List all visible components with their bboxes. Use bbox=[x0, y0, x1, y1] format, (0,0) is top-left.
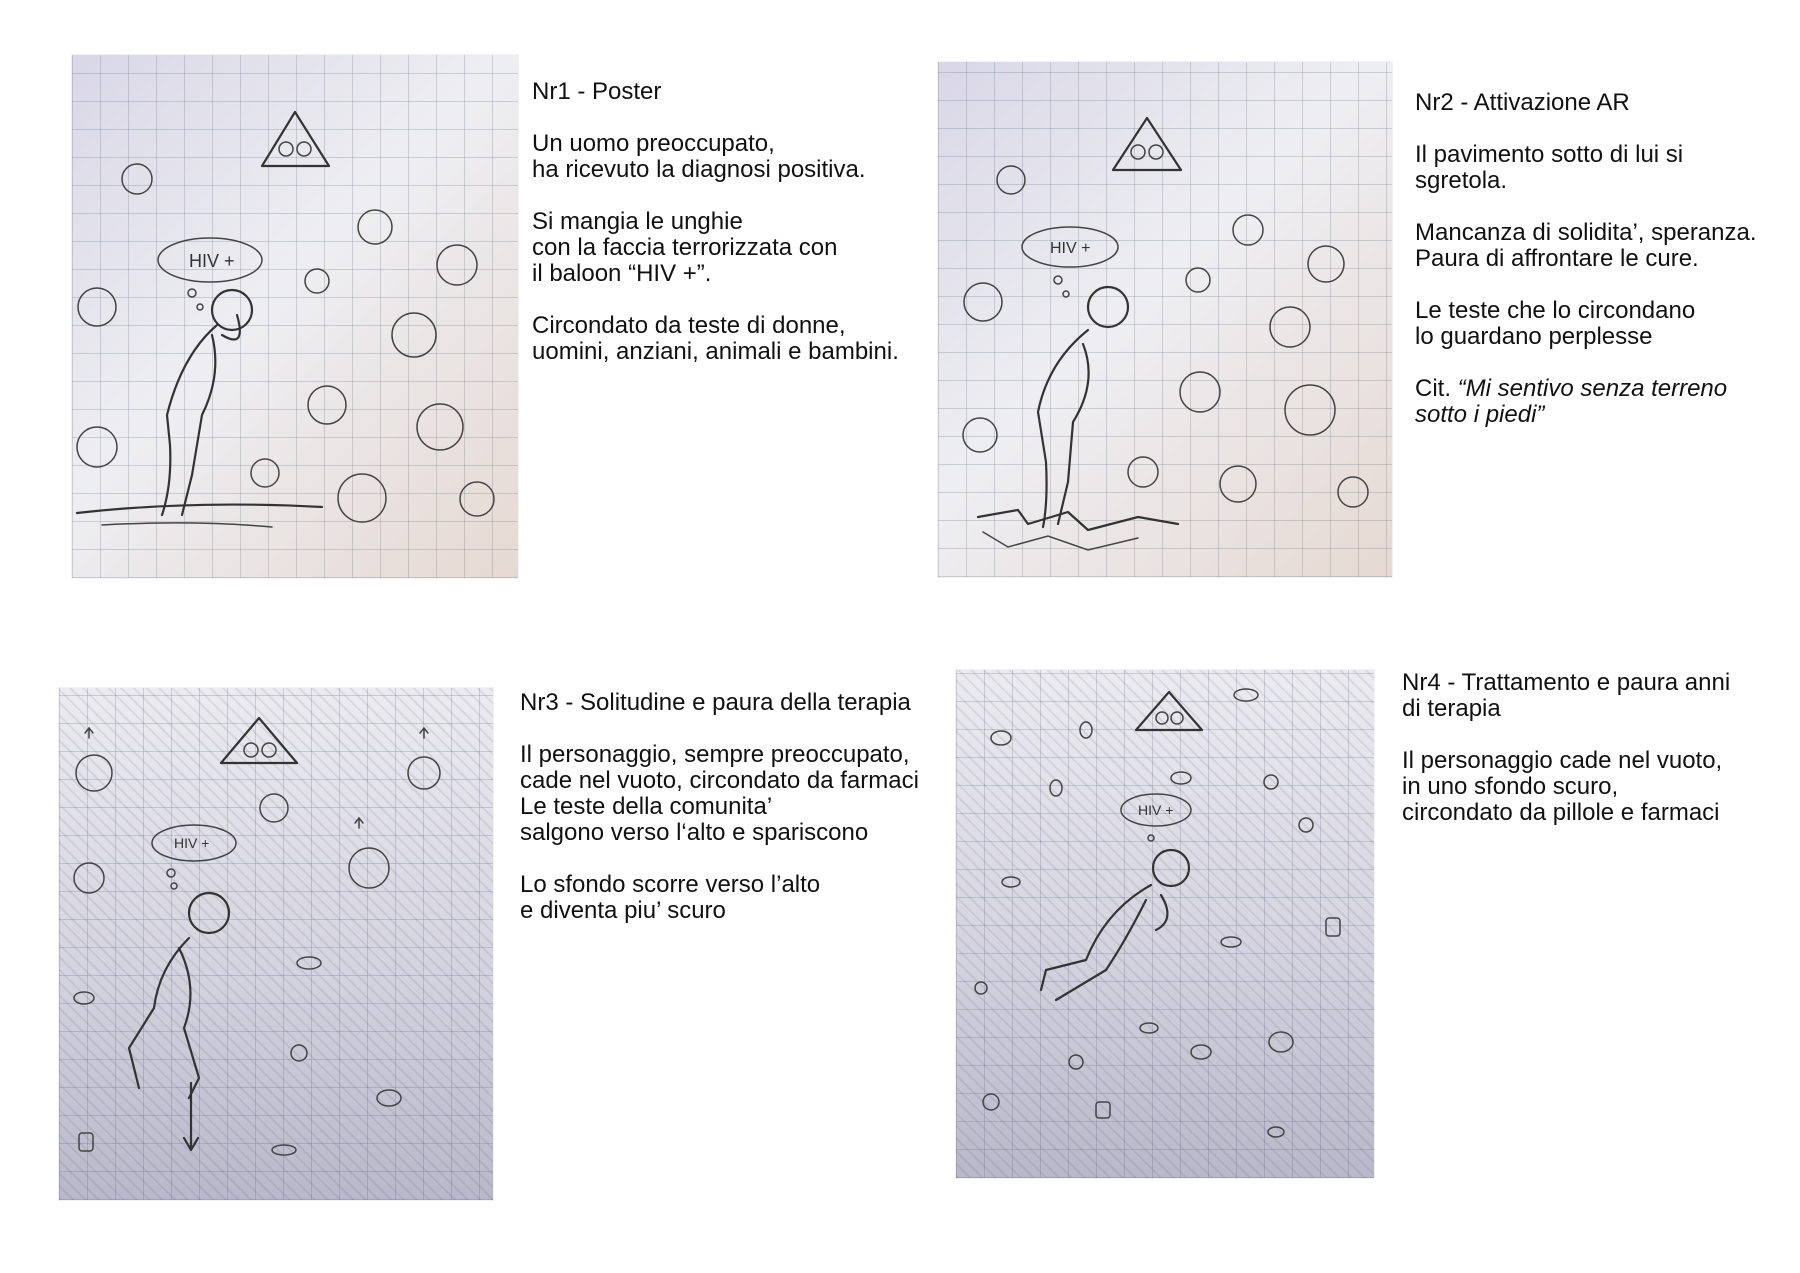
panel-text-1-1: Un uomo preoccupato, ha ricevuto la diagnosi positiva. bbox=[532, 130, 866, 183]
panel-quote-2 bbox=[1415, 376, 1795, 428]
caption-panel-1 bbox=[532, 79, 932, 391]
panel-title-3: Nr3 - Solitudine e paura della terapia bbox=[520, 689, 911, 716]
panel-title-1: Nr1 - Poster bbox=[532, 78, 662, 105]
panel-text-1-3: Circondato da teste di donne, uomini, anziani, animali e bambini. bbox=[532, 312, 899, 365]
sketch-drawing-1 bbox=[72, 55, 518, 578]
panel-title-2: Nr2 - Attivazione AR bbox=[1415, 89, 1630, 116]
panel-text-2-1: Il pavimento sotto di lui si sgretola. bbox=[1415, 141, 1684, 194]
balloon-text-1: HIV + bbox=[189, 251, 235, 271]
sketch-drawing-4 bbox=[956, 670, 1374, 1178]
caption-panel-4 bbox=[1402, 670, 1792, 852]
caption-panel-3 bbox=[520, 690, 940, 950]
panel-text-3-2: Lo sfondo scorre verso l’alto e diventa piu’ scuro bbox=[520, 871, 821, 924]
sketch-image-2 bbox=[938, 62, 1392, 577]
panel-text-3-1: Il personaggio, sempre preoccupato, cade nel vuoto, circondato da farmaci Le teste della comunita’ salgono verso l‘alto e spariscono bbox=[520, 741, 919, 846]
sketch-image-1 bbox=[72, 55, 518, 578]
panel-text-1-2: Si mangia le unghie con la faccia terrorizzata con il baloon “HIV +”. bbox=[532, 208, 838, 287]
quote-prefix-2: Cit. bbox=[1415, 375, 1458, 402]
balloon-text-2: HIV + bbox=[1050, 240, 1091, 257]
caption-panel-2 bbox=[1415, 90, 1795, 454]
quote-text-2: “Mi sentivo senza terreno sotto i piedi” bbox=[1415, 375, 1728, 428]
sketch-image-3 bbox=[59, 688, 493, 1200]
balloon-text-3: HIV + bbox=[174, 835, 210, 851]
panel-text-2-3: Le teste che lo circondano lo guardano perplesse bbox=[1415, 297, 1696, 350]
balloon-text-4: HIV + bbox=[1138, 802, 1174, 818]
sketch-drawing-3 bbox=[59, 688, 493, 1200]
panel-text-2-2: Mancanza di solidita’, speranza. Paura di affrontare le cure. bbox=[1415, 219, 1757, 272]
panel-text-4-1: Il personaggio cade nel vuoto, in uno sfondo scuro, circondato da pillole e farmaci bbox=[1402, 747, 1723, 826]
sketch-drawing-2 bbox=[938, 62, 1392, 577]
sketch-image-4 bbox=[956, 670, 1374, 1178]
panel-title-4: Nr4 - Trattamento e paura anni di terapia bbox=[1402, 669, 1731, 722]
